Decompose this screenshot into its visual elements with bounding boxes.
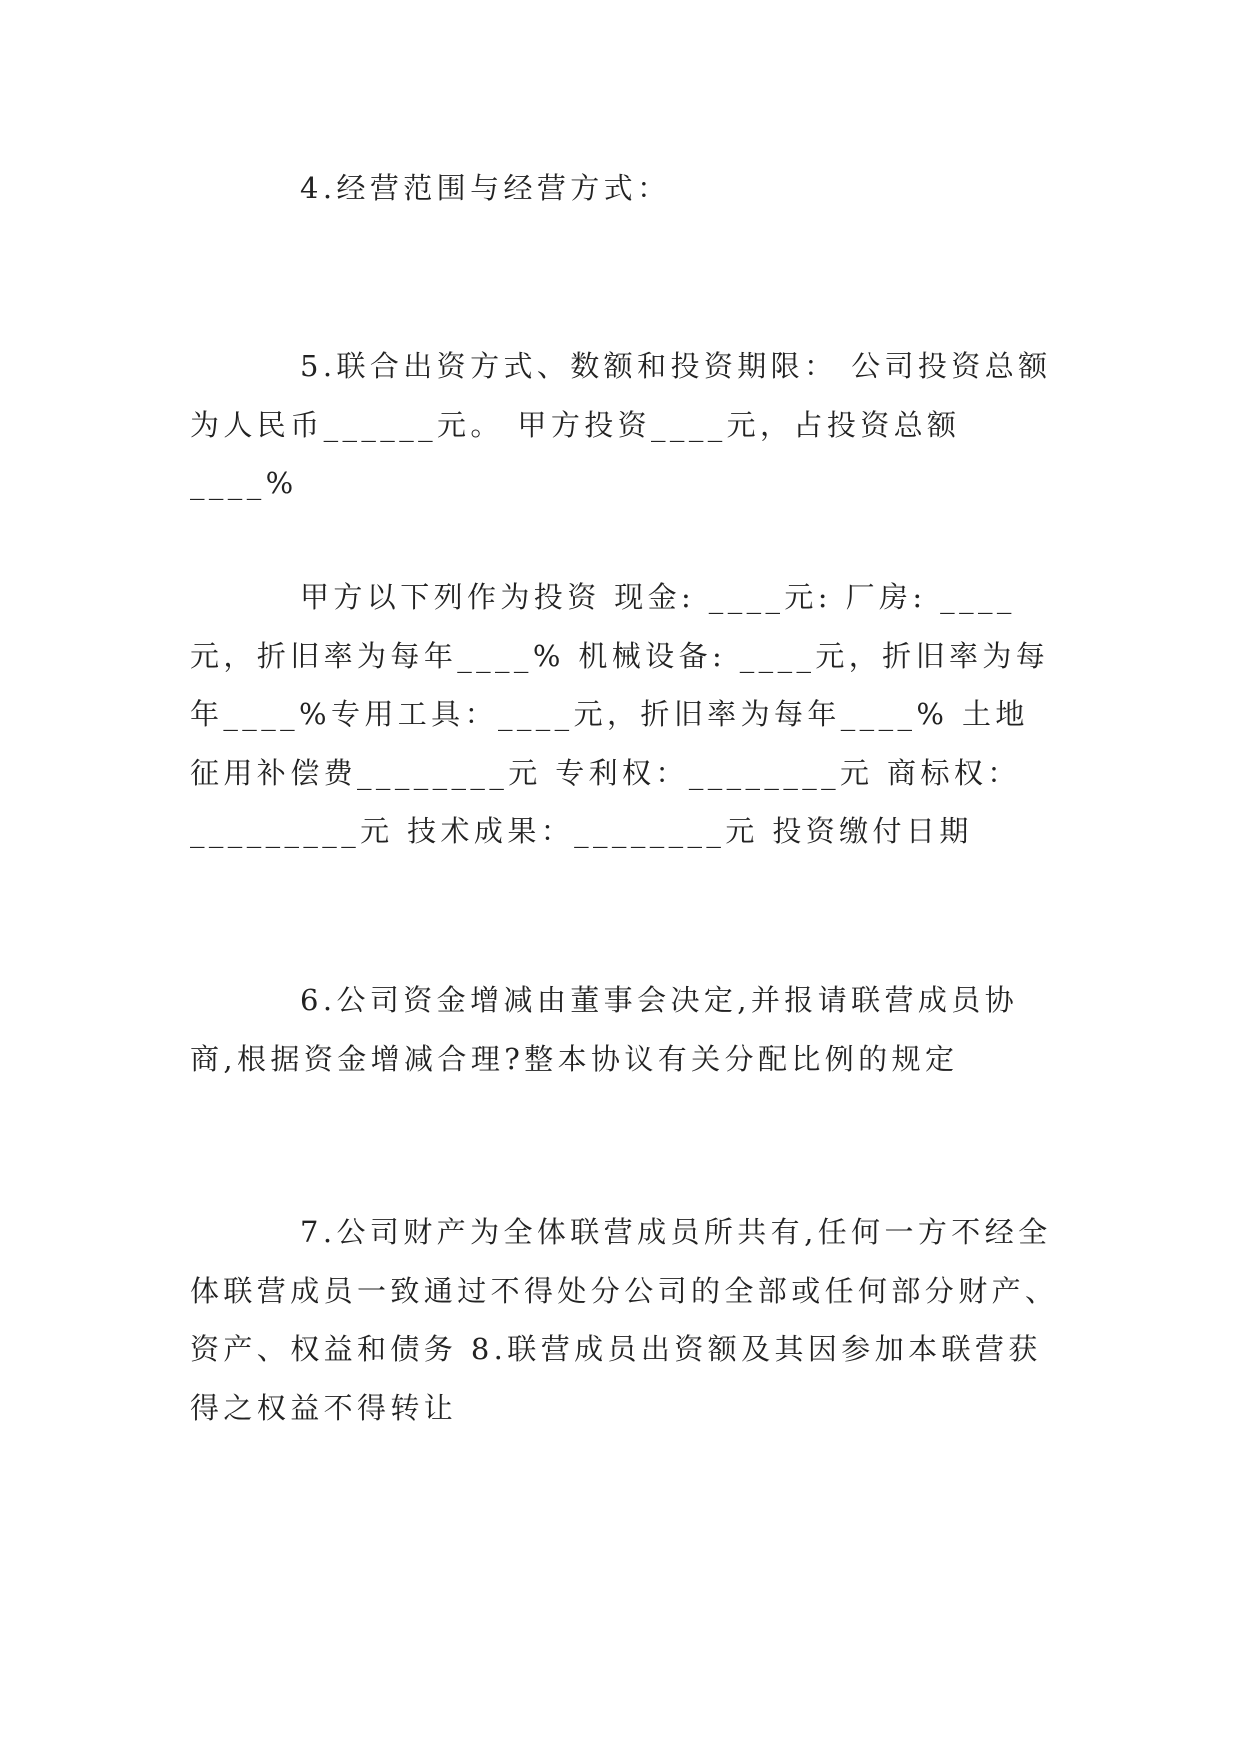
investment-items-paragraph (190, 568, 1060, 861)
clause-5-line-2: 为人民币______元。 甲方投资____元，占投资总额____% (190, 407, 961, 500)
clause-6-line-2: 根据资金增减合理?整本协议有关分配比例的规定 (237, 1041, 959, 1076)
clause-5-paragraph (190, 337, 1060, 513)
clause-7-line-4: 得之权益不得转让 (190, 1390, 458, 1425)
clause-7-8-paragraph (190, 1203, 1060, 1437)
clause-7-line-2: 体联营成员一致通过不得处分公司的全部或任何部分财产、 (190, 1273, 1059, 1308)
clause-4-line-1: 4.经营范围与经营方式： (300, 171, 671, 205)
clause-6-line-1: 6.公司资金增减由董事会决定,并报请联营成员协商, (190, 983, 1019, 1076)
investment-line-3: 专用工具：____元，折旧率为每年____% 土地征用补偿费 (190, 697, 1029, 790)
investment-line-2: 折旧率为每年____% 机械设备: ____元，折旧率为每年____% (190, 638, 1050, 731)
clause-4-paragraph (190, 159, 1060, 218)
clause-7-line-1: 7.公司财产为全体联营成员所共有,任何一方不经全 (300, 1215, 1052, 1249)
clause-6-paragraph (190, 971, 1060, 1088)
clause-7-line-3: 资产、权益和债务 8.联营成员出资额及其因参加本联营获 (190, 1332, 1042, 1366)
investment-line-4: ________元 专利权：________元 商标权：_________元 技 (190, 755, 1021, 848)
clause-5-line-1: 5.联合出资方式、数额和投资期限： 公司投资总额 (300, 349, 1052, 383)
investment-line-1: 甲方以下列作为投资 现金: ____元: 厂房: ____元， (190, 580, 1016, 673)
investment-line-5: 术成果：________元 投资缴付日期 (440, 814, 973, 848)
